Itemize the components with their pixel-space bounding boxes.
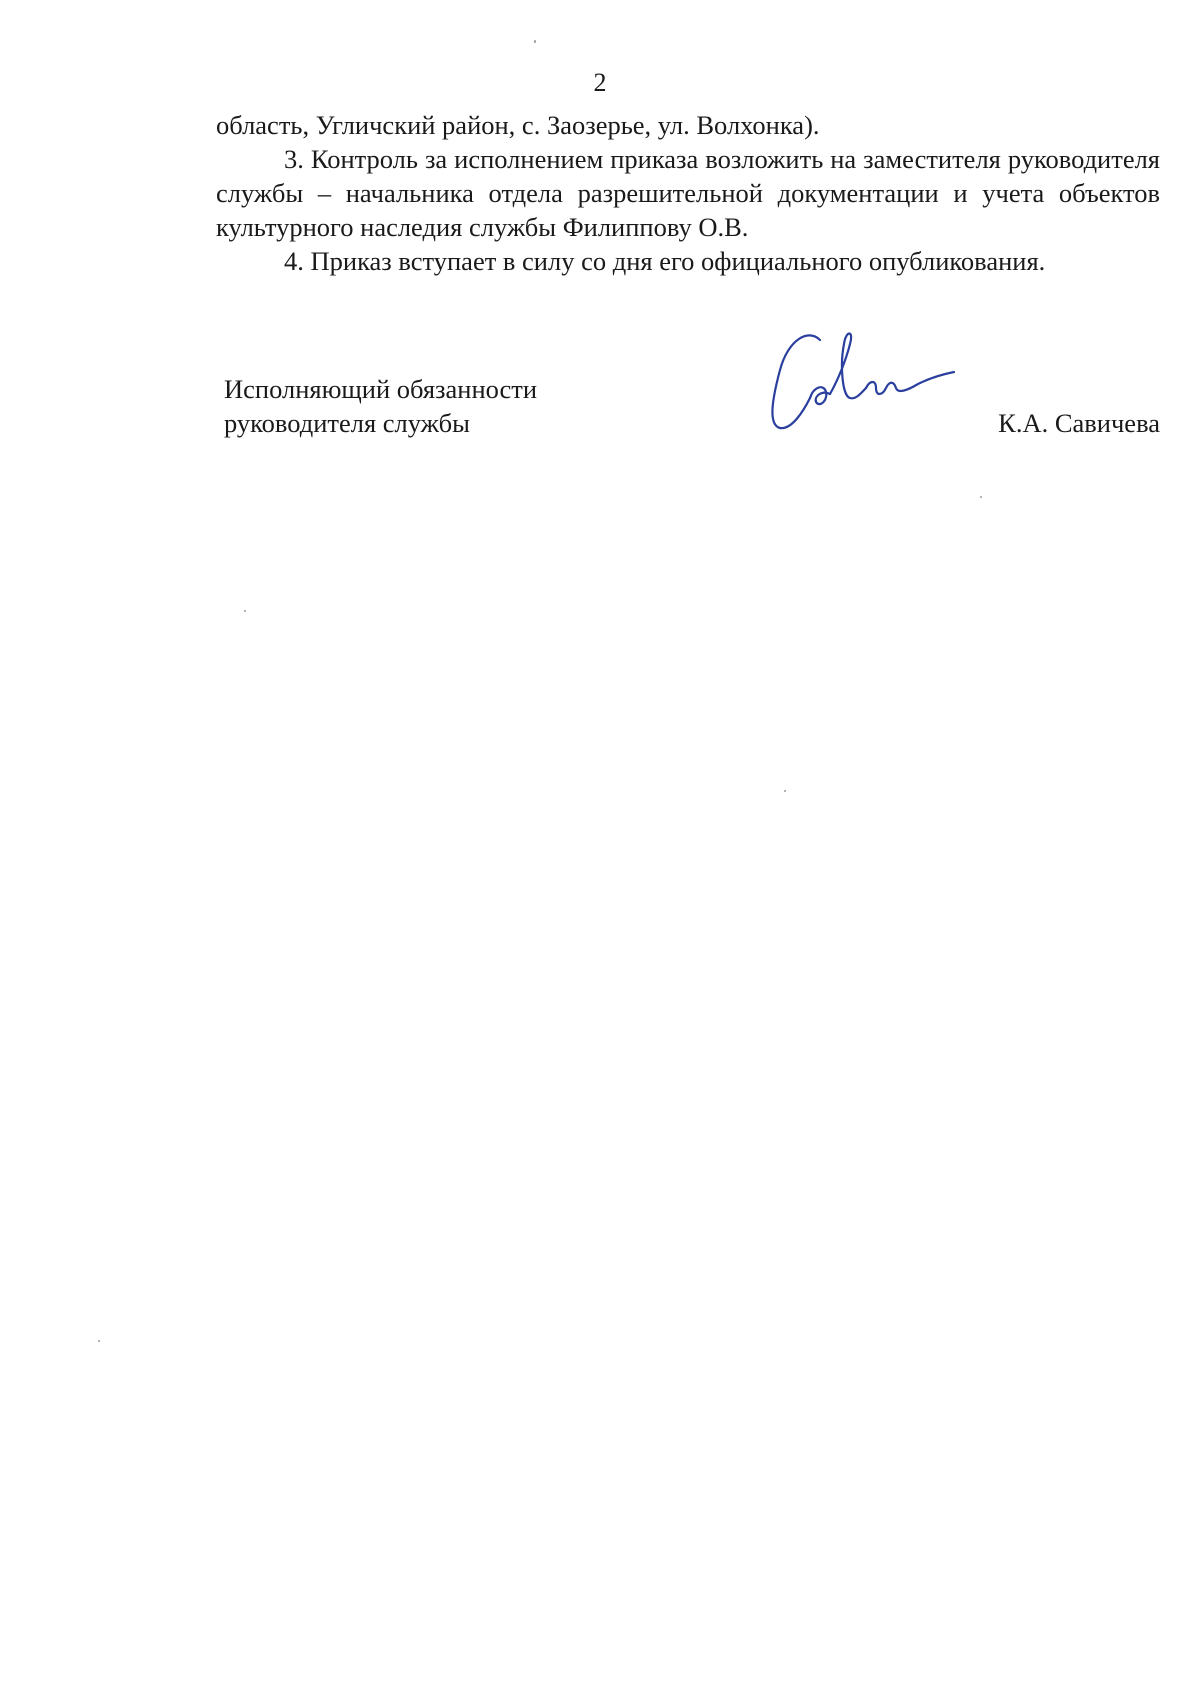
- signatory-position: [224, 372, 537, 440]
- paragraph-continuation: область, Угличский район, с. Заозерье, ул. Волхонка).: [216, 110, 820, 140]
- scan-speck: [244, 610, 246, 612]
- paragraph-item-4: 4. Приказ вступает в силу со дня его официального опубликования.: [284, 246, 1046, 276]
- signatory-name: К.А. Савичева: [998, 408, 1160, 438]
- document-body: [216, 108, 1160, 278]
- signatory-position-line-1: Исполняющий обязанности: [224, 374, 538, 404]
- scan-speck: [534, 40, 536, 43]
- scan-speck: [98, 1340, 100, 1342]
- paragraph-item-3: 3. Контроль за исполнением приказа возложить на заместителя руководителя службы – начальника отдела разрешительной документации и учета объектов культурного наследия службы Филиппову О.В.: [216, 144, 1160, 242]
- handwritten-signature-icon: [758, 300, 958, 440]
- scan-speck: [980, 496, 982, 498]
- page-number: 2: [593, 68, 607, 97]
- scan-speck: [784, 790, 786, 792]
- signatory-position-line-2: руководителя службы: [224, 408, 470, 438]
